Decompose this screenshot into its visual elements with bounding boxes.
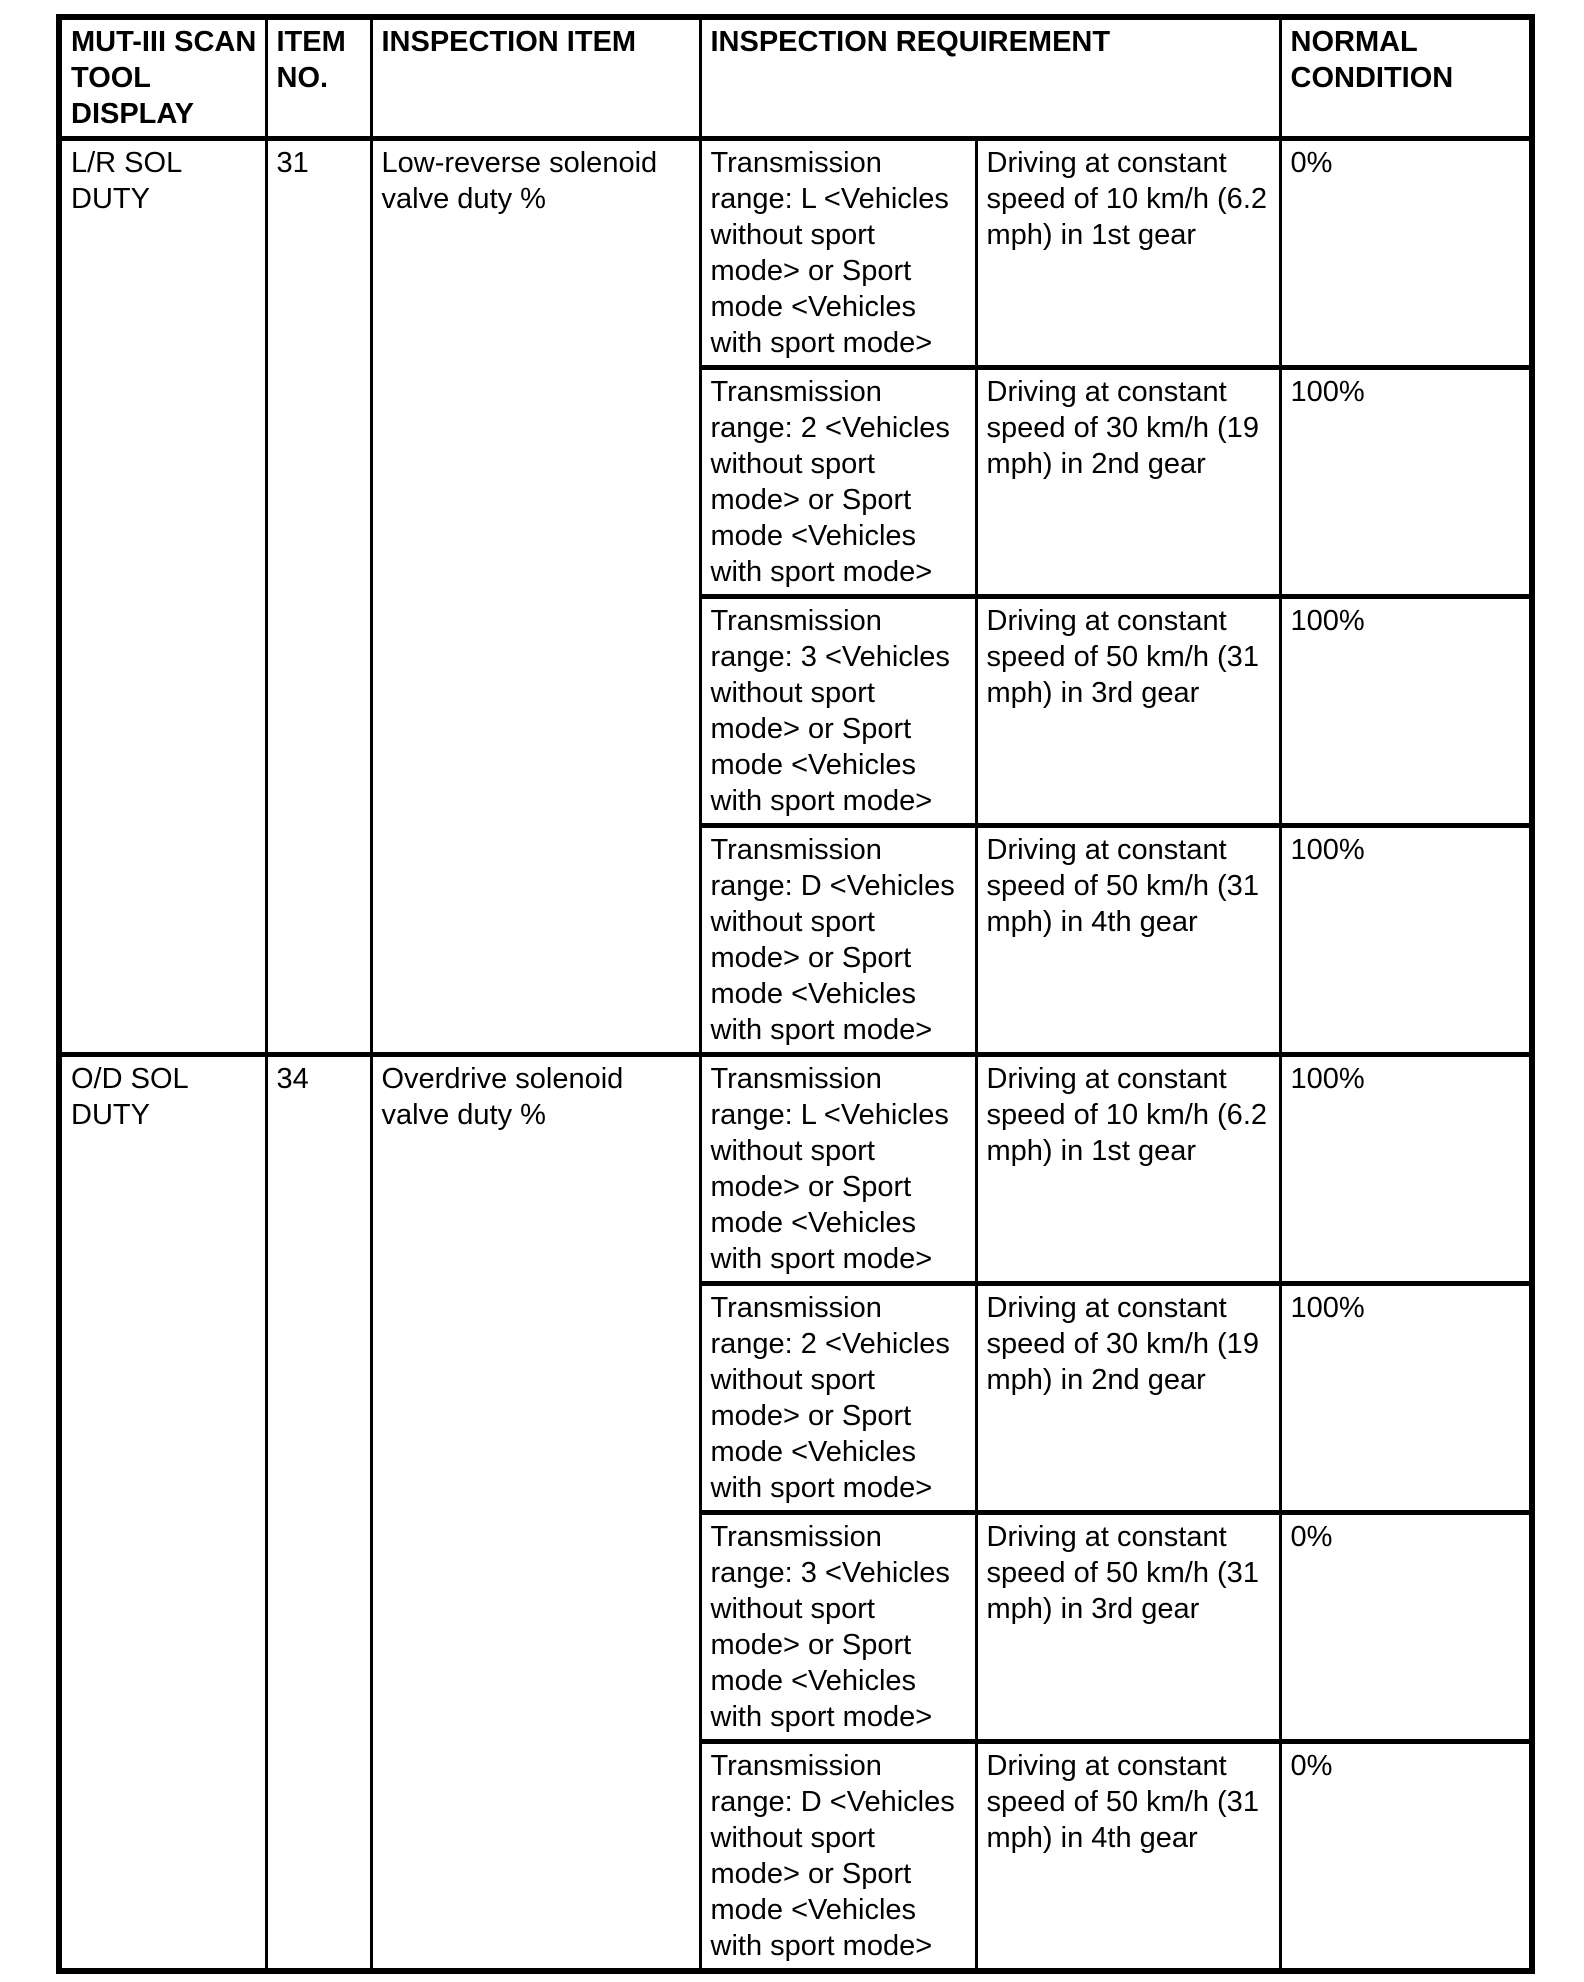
cell-normal-condition: 100% — [1280, 597, 1532, 826]
cell-requirement-driving: Driving at constant speed of 50 km/h (31 mph) in 4th gear — [976, 1742, 1280, 1972]
cell-requirement-driving: Driving at constant speed of 10 km/h (6.2 mph) in 1st gear — [976, 139, 1280, 368]
cell-requirement-driving: Driving at constant speed of 50 km/h (31 mph) in 3rd gear — [976, 597, 1280, 826]
cell-normal-condition: 100% — [1280, 826, 1532, 1055]
cell-normal-condition: 100% — [1280, 1055, 1532, 1284]
cell-normal-condition: 0% — [1280, 1513, 1532, 1742]
cell-normal-condition: 0% — [1280, 1742, 1532, 1972]
table-row — [59, 1055, 1532, 1284]
cell-normal-condition: 100% — [1280, 368, 1532, 597]
cell-inspection-item: Overdrive solenoid valve duty % — [371, 1055, 700, 1972]
cell-requirement-driving: Driving at constant speed of 50 km/h (31 mph) in 4th gear — [976, 826, 1280, 1055]
cell-requirement-range: Transmission range: L <Vehicles without sport mode> or Sport mode <Vehicles with sport mode> — [700, 139, 976, 368]
cell-requirement-range: Transmission range: D <Vehicles without sport mode> or Sport mode <Vehicles with sport mode> — [700, 1742, 976, 1972]
cell-requirement-driving: Driving at constant speed of 50 km/h (31 mph) in 3rd gear — [976, 1513, 1280, 1742]
cell-requirement-range: Transmission range: L <Vehicles without sport mode> or Sport mode <Vehicles with sport mode> — [700, 1055, 976, 1284]
cell-inspection-item: Low-reverse solenoid valve duty % — [371, 139, 700, 1055]
header-scan-tool-display: MUT-III SCAN TOOL DISPLAY — [59, 17, 266, 139]
cell-item-no: 31 — [266, 139, 371, 1055]
header-normal-condition: NORMAL CONDITION — [1280, 17, 1532, 139]
cell-requirement-driving: Driving at constant speed of 30 km/h (19 mph) in 2nd gear — [976, 1284, 1280, 1513]
cell-scan-tool-display: O/D SOL DUTY — [59, 1055, 266, 1972]
inspection-spec-table — [56, 14, 1535, 1974]
header-inspection-requirement: INSPECTION REQUIREMENT — [700, 17, 1280, 139]
cell-requirement-range: Transmission range: 2 <Vehicles without sport mode> or Sport mode <Vehicles with sport mode> — [700, 368, 976, 597]
header-item-no: ITEM NO. — [266, 17, 371, 139]
cell-requirement-driving: Driving at constant speed of 30 km/h (19 mph) in 2nd gear — [976, 368, 1280, 597]
cell-scan-tool-display: L/R SOL DUTY — [59, 139, 266, 1055]
cell-item-no: 34 — [266, 1055, 371, 1972]
table-header-row — [59, 17, 1532, 139]
cell-requirement-range: Transmission range: 3 <Vehicles without sport mode> or Sport mode <Vehicles with sport mode> — [700, 1513, 976, 1742]
cell-normal-condition: 100% — [1280, 1284, 1532, 1513]
table-row — [59, 139, 1532, 368]
header-inspection-item: INSPECTION ITEM — [371, 17, 700, 139]
cell-normal-condition: 0% — [1280, 139, 1532, 368]
cell-requirement-range: Transmission range: 3 <Vehicles without sport mode> or Sport mode <Vehicles with sport mode> — [700, 597, 976, 826]
cell-requirement-driving: Driving at constant speed of 10 km/h (6.2 mph) in 1st gear — [976, 1055, 1280, 1284]
cell-requirement-range: Transmission range: 2 <Vehicles without sport mode> or Sport mode <Vehicles with sport mode> — [700, 1284, 976, 1513]
cell-requirement-range: Transmission range: D <Vehicles without sport mode> or Sport mode <Vehicles with sport mode> — [700, 826, 976, 1055]
